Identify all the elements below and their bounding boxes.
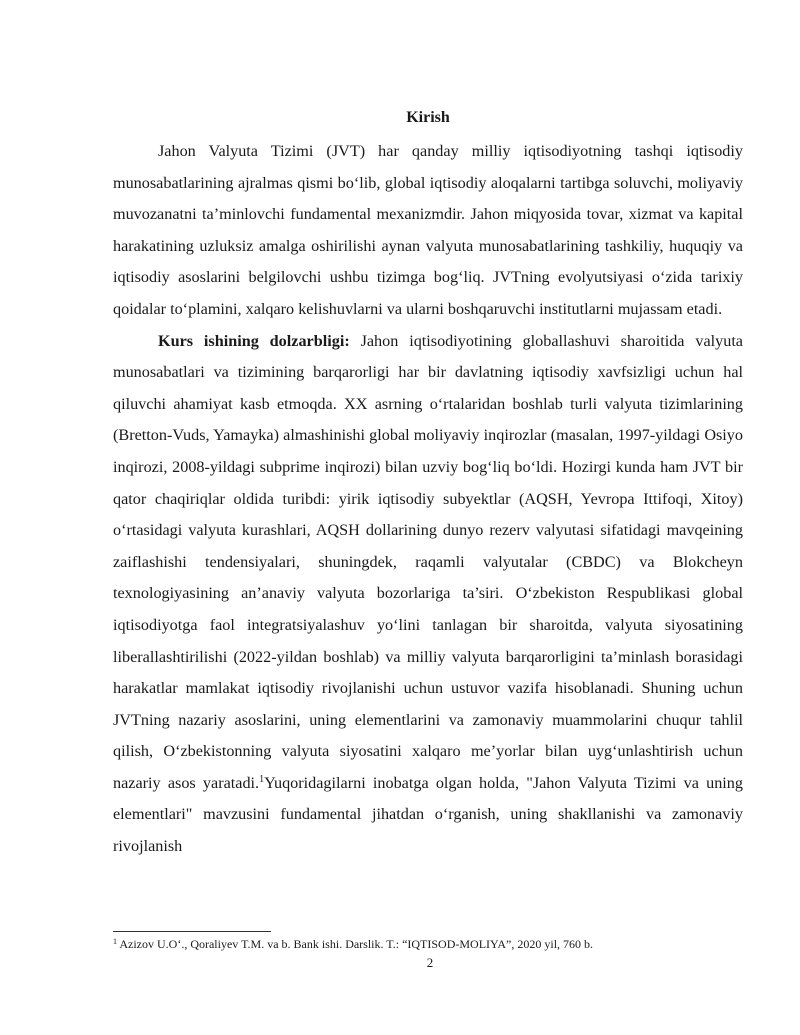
relevance-text: Jahon iqtisodiyotining globallashuvi sharoitida valyuta munosabatlari va tizimining barqarorligi har bir davlatning iqtisodiy xavfsizligi uchun hal qiluvchi ahamiyat kasb etmoqda. XX asrning o‘rtalaridan boshlab turli valyuta tizimlarining (Bretton-Vuds, Yamayka) almashinishi global moliyaviy inqirozlar (masalan, 1997-yildagi Osiyo inqirozi, 2008-yildagi subprime inqirozi) bilan uzviy bog‘liq bo‘ldi. Hozirgi kunda ham JVT bir qator chaqiriqlar oldida turibdi: yirik iqtisodiy subyektlar (AQSH, Yevropa Ittifoqi, Xitoy) o‘rtasidagi valyuta kurashlari, AQSH dollarining dunyo rezerv valyutasi sifatidagi mavqeining zaiflashishi tendensiyalari, shuningdek, raqamli valyutalar (CBDC) va Blokcheyn texnologiyasining an’anaviy valyuta bozorlariga ta’siri. O‘zbekiston Respublikasi global iqtisodiyotga faol integratsiyalashuv yo‘lini tanlagan bir sharoitda, valyuta siyosatining liberallashtirilishi (2022-yildan boshlab) va milliy valyuta barqarorligini ta’minlash borasidagi harakatlar mamlakat iqtisodiy rivojlanishi uchun ustuvor vazifa hisoblanadi. Shuning uchun JVTning nazariy asoslarini, uning elementlarini va zamonaviy muammolarini chuqur tahlil qilish, O‘zbekistonning valyuta siyosatini xalqaro me’yorlar bilan uyg‘unlashtirish uchun nazariy asos yaratadi. xyxy=(113,331,743,792)
continuation-text: Yuqoridagilarni inobatga olgan holda, "Jahon Valyuta Tizimi va uning elementlari" mavzusini fundamental jihatdan o‘rganish, uning shakllanishi va zamonaviy rivojlanish xyxy=(113,773,743,856)
footnote xyxy=(113,936,753,952)
relevance-paragraph xyxy=(113,326,743,863)
intro-paragraph: Jahon Valyuta Tizimi (JVT) har qanday milliy iqtisodiyotning tashqi iqtisodiy munosabatlarining ajralmas qismi bo‘lib, global iqtisodiy aloqalarni tartibga soluvchi, moliyaviy muvozanatni ta’minlovchi fundamental mexanizmdir. Jahon miqyosida tovar, xizmat va kapital harakatining uzluksiz amalga oshirilishi aynan valyuta munosabatlarining tashkiliy, huquqiy va iqtisodiy asoslarini belgilovchi ushbu tizimga bog‘liq. JVTning evolyutsiyasi o‘zida tarixiy qoidalar to‘plamini, xalqaro kelishuvlarni va ularni boshqaruvchi institutlarni mujassam etadi. xyxy=(113,142,743,318)
footnote-marker: 1 xyxy=(113,937,117,946)
relevance-lead: Kurs ishining dolzarbligi: xyxy=(158,331,350,350)
footnote-divider xyxy=(113,931,271,932)
page-number: 2 xyxy=(426,955,434,970)
body-text xyxy=(113,136,743,863)
section-title: Kirish xyxy=(406,109,450,126)
footnote-reference[interactable]: 1 xyxy=(259,773,265,785)
footnote-text: Azizov U.O‘., Qoraliyev T.M. va b. Bank ishi. Darslik. T.: “IQTISOD-MOLIYA”, 2020 yil, 760 b. xyxy=(117,937,594,951)
